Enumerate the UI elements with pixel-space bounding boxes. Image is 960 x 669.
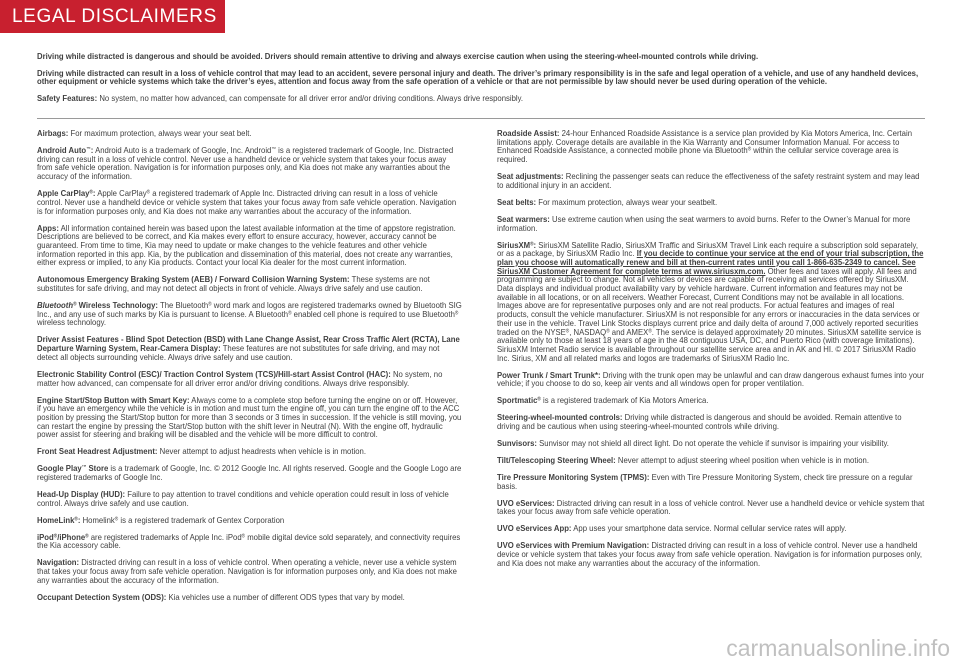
disclaimer-airbags	[37, 129, 462, 138]
disclaimer-uvo-eservices-app	[497, 524, 925, 533]
disclaimer-label: Navigation:	[37, 557, 80, 568]
disclaimer-driver-assist	[37, 335, 462, 361]
disclaimer-label: UVO eServices App:	[497, 523, 572, 534]
disclaimer-text: Other fees and taxes will apply. All fees and programming are subject to change. Not all vehicles or devices are capable of receiving all services offered by SiriusXM. Data displays and individual product availability vary by vehicle hardware. Current information and features may not be available in all locations, or on all receivers. Weather Forecast, Current Conditions may not be available in all locations. Images above are for representative purposes only and are not real products. For actual features and images of real products, consult the vehicle manufacturer. SiriusXM is not responsible for any errors or inaccuracies in the data services or their use in the vehicle. Travel Link Stocks displays current price and daily delta of around 7,000 actively reported securities traded on the NYSE®, NASDAQ® and AMEX®. The service is delayed approximately 20 minutes. SiriusXM satellite service is available only to those at least 18 years of age in the 48 contiguous USA, DC, and Puerto Rico (with coverage limitations). SiriusXM Internet Radio service is available throughout our satellite service area and in AK and HI. © 2017 SiriusXM Radio Inc. Sirius, XM and all related marks and logos are trademarks of SiriusXM Radio Inc.	[497, 265, 922, 363]
disclaimer-label: Android Auto™:	[37, 145, 94, 155]
watermark: carmanualsonline.info	[726, 635, 950, 661]
disclaimer-text: is a registered trademark of Kia Motors America.	[542, 395, 709, 406]
disclaimer-label: Engine Start/Stop Button with Smart Key:	[37, 394, 190, 405]
disclaimer-text: Apple CarPlay® a registered trademark of Apple Inc. Distracted driving can result in a loss of vehicle control. Never use a handheld device or vehicle system that takes your focus away from safe vehicle operation. Navigation is for information purposes only, and Kia does not make any warranties about the accuracy of the information.	[37, 188, 457, 216]
safety-features-note	[37, 94, 925, 103]
disclaimer-apps	[37, 224, 462, 268]
disclaimer-engine-start-stop	[37, 396, 462, 440]
disclaimer-label: UVO eServices with Premium Navigation:	[497, 540, 650, 551]
disclaimer-label: iPod®/iPhone®	[37, 531, 89, 542]
disclaimer-text: These systems are not substitutes for safe driving, and may not detect all objects in front of vehicle. Always drive safely and use caution.	[37, 274, 430, 294]
disclaimer-sunvisors	[497, 439, 925, 448]
disclaimer-label: Apps:	[37, 222, 59, 233]
disclaimer-label: HomeLink®:	[37, 514, 81, 525]
disclaimer-label: Seat adjustments:	[497, 171, 564, 182]
disclaimer-seat-belts	[497, 198, 925, 207]
disclaimer-text: Distracted driving can result in a loss of vehicle control. Never use a handheld device or vehicle system that takes your focus away from safe vehicle operation. Navigation is for information purposes only, and Kia does not make any warranties about the accuracy of the information.	[497, 540, 923, 568]
disclaimer-android-auto	[37, 146, 462, 181]
section-header-bar	[0, 0, 225, 33]
disclaimer-label: Head-Up Display (HUD):	[37, 489, 126, 500]
disclaimer-label: Steering-wheel-mounted controls:	[497, 412, 623, 423]
disclaimer-uvo-eservices	[497, 499, 925, 516]
disclaimer-text: Driving with the trunk open may be unlawful and can draw dangerous exhaust fumes into your vehicle; if you choose to do so, keep air vents and all windows open for proper ventilation.	[497, 369, 924, 389]
disclaimer-text: Always come to a complete stop before turning the engine on or off. However, if you have an emergency while the vehicle is in motion and must turn the engine off, you can turn the engine off to the ACC position by pressing the Start/Stop button for more than 3 seconds or 3 times in succession. If the vehicle is still moving, you can restart the engine by pressing the Start/Stop button with the shift lever in Neutral (N). With the engine off, hydraulic power assist for steering and braking will be disabled and the vehicle will be more difficult to control.	[37, 394, 462, 440]
disclaimer-bluetooth	[37, 301, 462, 327]
disclaimer-label: Autonomous Emergency Braking System (AEB) / Forward Collision Warning System:	[37, 274, 350, 285]
disclaimer-text: Never attempt to adjust steering wheel position when vehicle is in motion.	[617, 455, 869, 466]
disclaimer-tpms	[497, 473, 925, 490]
disclaimer-text: SiriusXM Satellite Radio, SiriusXM Traffic and SiriusXM Travel Link each require a subscription sold separately, or as a package, by SiriusXM Radio Inc.	[497, 239, 919, 259]
disclaimer-text: 24-hour Enhanced Roadside Assistance is a service plan provided by Kia Motors America, Inc. Certain limitations apply. Coverage details are available in the Kia Warranty and Consumer Information Manual. For access to Enhanced Roadside Assistance, a connected mobile phone via Bluetooth® within the cellular service coverage area is required.	[497, 128, 912, 165]
intro-block	[37, 52, 925, 111]
disclaimer-text: is a trademark of Google, Inc. © 2012 Google Inc. All rights reserved. Google and the Google Logo are registered trademarks of Google Inc.	[37, 463, 462, 483]
disclaimer-text: Failure to pay attention to travel conditions and vehicle operation could result in loss of vehicle control. Always drive safely and use caution.	[37, 489, 449, 508]
disclaimer-text: For maximum protection, always wear your seatbelt.	[538, 196, 718, 207]
disclaimer-text: Android Auto is a trademark of Google, Inc. Android™ is a registered trademark of Google, Inc. Distracted driving can result in a loss of vehicle control. Never use a handheld device or vehicle system that takes your focus away from safe vehicle operation. Navigation is for information purposes only, and Kia does not make any warranties about the accuracy of the information.	[37, 145, 454, 182]
disclaimer-label: Seat warmers:	[497, 213, 550, 224]
disclaimer-text: Use extreme caution when using the seat warmers to avoid burns. Refer to the Owner’s Manual for more information.	[497, 213, 911, 233]
disclaimer-roadside-assist	[497, 129, 925, 164]
disclaimers-left-column	[37, 129, 462, 610]
disclaimer-text: Distracted driving can result in a loss of vehicle control. When operating a vehicle, never use a vehicle system that takes your focus away from safe vehicle operation. Navigation is for information purposes only, and Kia does not make any warranties about the accuracy of the information.	[37, 557, 457, 585]
disclaimer-label: Tire Pressure Monitoring System (TPMS):	[497, 472, 650, 483]
disclaimer-ipod-iphone	[37, 533, 462, 550]
disclaimer-label: Sunvisors:	[497, 438, 537, 449]
disclaimer-tilt-telescoping-wheel	[497, 456, 925, 465]
disclaimer-sportmatic	[497, 396, 925, 405]
disclaimer-apple-carplay	[37, 189, 462, 215]
disclaimer-esc-tcs-hac	[37, 370, 462, 387]
disclaimer-text: Homelink® is a registered trademark of Gentex Corporation	[82, 514, 285, 525]
disclaimer-google-play	[37, 464, 462, 481]
disclaimer-hud	[37, 490, 462, 507]
disclaimer-label: Electronic Stability Control (ESC)/ Traction Control System (TCS)/Hill-start Assist Control (HAC):	[37, 368, 391, 379]
disclaimer-text: Reclining the passenger seats can reduce the effectiveness of the safety restraint system and may lead to additional injury in an accident.	[497, 171, 920, 190]
disclaimer-label: SiriusXM®:	[497, 239, 537, 250]
disclaimer-homelink	[37, 516, 462, 525]
disclaimer-label: Driver Assist Features - Blind Spot Detection (BSD) with Lane Change Assist, Rear Cross Traffic Alert (RCTA), Lane Departure Warning System, Rear-Camera Display:	[37, 334, 460, 354]
disclaimer-label: Airbags:	[37, 128, 69, 138]
disclaimer-text: App uses your smartphone data service. Normal cellular service rates will apply.	[573, 523, 847, 534]
driver-responsibility-warning: Driving while distracted can result in a loss of vehicle control that may lead to an accident, severe personal injury and death. The driver’s primary responsibility is in the safe and legal operation of a vehicle, and use of any handheld devices, other equipment or vehicle systems which take the driver’s eyes, attention and focus away from the safe operation of a vehicle or that are not permissible by law should never be used during operation of the vehicle.	[37, 67, 919, 87]
disclaimer-text: For maximum protection, always wear your seat belt.	[70, 128, 252, 138]
page-title: LEGAL DISCLAIMERS	[12, 6, 217, 27]
disclaimer-label: UVO eServices:	[497, 497, 555, 508]
section-divider	[37, 118, 925, 119]
disclaimer-text: The Bluetooth® word mark and logos are registered trademarks owned by Bluetooth SIG Inc., and any use of such marks by Kia is pursuant to license. A Bluetooth® enabled cell phone is required to use Bluetooth® wireless technology.	[37, 300, 462, 328]
disclaimer-text: Driving while distracted is dangerous and should be avoided. Remain attentive to driving and be cautious when using steering-wheel-mounted controls while driving.	[497, 412, 902, 432]
disclaimer-ods	[37, 593, 462, 602]
disclaimer-label: Apple CarPlay®:	[37, 188, 96, 199]
disclaimer-text: are registered trademarks of Apple Inc. iPod® mobile digital device sold separately, and connectivity requires the Kia accessory cable.	[37, 531, 461, 551]
subscription-renewal-notice: If you decide to continue your service at the end of your trial subscription, the plan you choose will automatically renew and bill at then-current rates until you call 1-866-635-2349 to cancel. See SiriusXM Customer Agreement for complete terms at www.siriusxm.com.	[497, 248, 924, 276]
disclaimer-label: Roadside Assist:	[497, 128, 560, 138]
disclaimer-text: Sunvisor may not shield all direct light. Do not operate the vehicle if sunvisor is impairing your visibility.	[539, 438, 889, 449]
disclaimer-power-trunk	[497, 371, 925, 388]
disclaimer-text: Kia vehicles use a number of different ODS types that vary by model.	[168, 591, 405, 602]
disclaimer-uvo-premium-navigation	[497, 541, 925, 567]
disclaimer-front-seat-headrest	[37, 447, 462, 456]
disclaimer-steering-wheel-controls	[497, 413, 925, 430]
distracted-driving-warning: Driving while distracted is dangerous and should be avoided. Drivers should remain attentive to driving and always exercise caution when using the steering-wheel-mounted controls while driving.	[37, 51, 759, 61]
disclaimer-seat-warmers	[497, 215, 925, 232]
disclaimer-label: Safety Features:	[37, 93, 98, 104]
disclaimer-text: All information contained herein was based upon the latest available information at the time of appstore registration. Descriptions are believed to be correct, and Kia makes every effort to ensure accuracy, however, accuracy cannot be guaranteed. From time to time, Kia may need to update or make changes to the vehicle features and other vehicle information reported in this app. Kia, by the publication and dissemination of this material, does not create any warranties, either express or implied, to any Kia products. Contact your local Kia dealer for the most current information.	[37, 222, 456, 268]
disclaimer-text: Distracted driving can result in a loss of vehicle control. Never use a handheld device or vehicle system that takes your focus away from safe vehicle operation.	[497, 497, 925, 517]
disclaimer-text: No system, no matter how advanced, can compensate for all driver error and/or driving conditions. Always drive responsibly.	[37, 368, 443, 388]
disclaimer-label: Power Trunk / Smart Trunk*:	[497, 369, 601, 380]
disclaimer-seat-adjustments	[497, 172, 925, 189]
disclaimer-label: Occupant Detection System (ODS):	[37, 591, 167, 602]
disclaimer-label: Sportmatic®	[497, 395, 541, 406]
disclaimer-text: Even with Tire Pressure Monitoring System, check tire pressure on a regular basis.	[497, 472, 913, 491]
disclaimers-right-column	[497, 129, 925, 576]
disclaimer-text: These features are not substitutes for safe driving, and may not detect all objects surrounding vehicle. Always drive safely and use caution.	[37, 343, 440, 362]
disclaimer-label: Front Seat Headrest Adjustment:	[37, 446, 158, 457]
disclaimer-text: No system, no matter how advanced, can compensate for all driver error and/or driving conditions. Always drive responsibly.	[99, 93, 524, 104]
disclaimer-navigation	[37, 558, 462, 584]
disclaimer-label: Google Play™ Store	[37, 463, 109, 474]
disclaimer-text: Never attempt to adjust headrests when vehicle is in motion.	[159, 446, 366, 457]
disclaimer-label: Seat belts:	[497, 196, 537, 207]
disclaimer-label-rest: ® Wireless Technology:	[73, 300, 158, 311]
disclaimer-siriusxm	[497, 241, 925, 363]
disclaimer-label: Tilt/Telescoping Steering Wheel:	[497, 455, 616, 466]
disclaimer-aeb-fcw	[37, 275, 462, 292]
disclaimer-label-italic: Bluetooth	[37, 300, 74, 311]
